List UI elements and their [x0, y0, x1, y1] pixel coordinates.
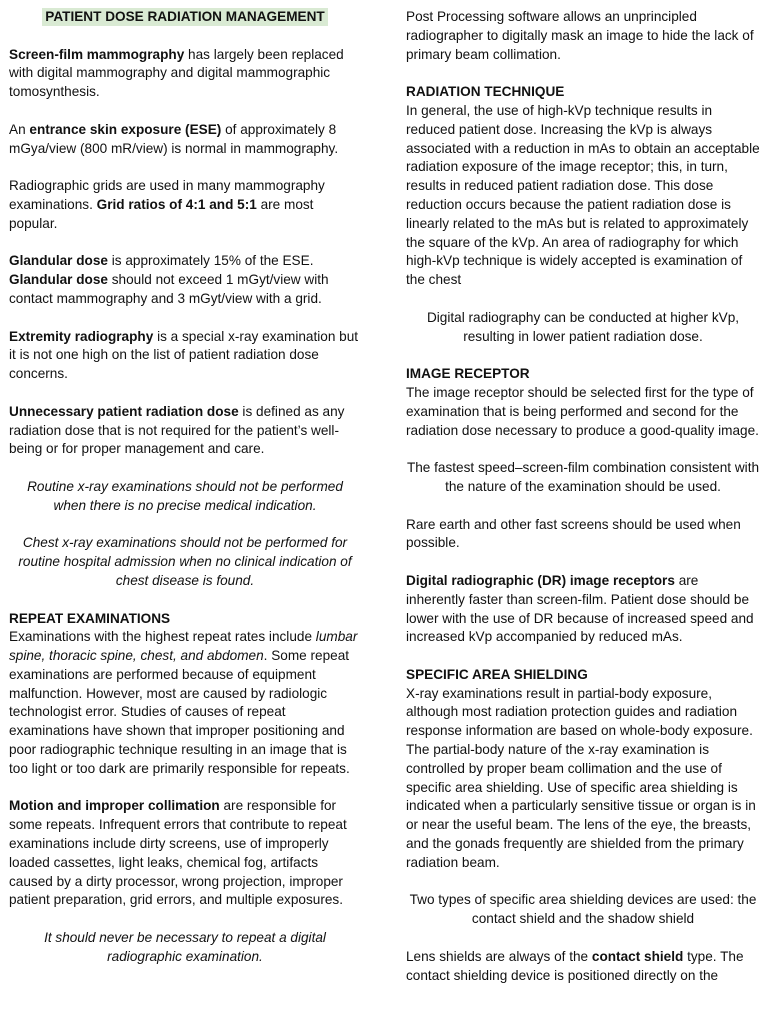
para-text: type. The contact shielding device is positioned directly on the — [406, 948, 744, 983]
title-wrap — [9, 8, 361, 27]
term-glandular-dose: Glandular dose — [9, 253, 108, 269]
para-rare-earth: Rare earth and other fast screens should be used when possible. — [406, 516, 741, 551]
para-text: of approximately 8 mGya/view (800 mR/view) is normal in mammography. — [9, 121, 339, 156]
callout-digital-repeat: It should never be necessary to repeat a digital radiographic examination. — [44, 930, 326, 964]
para-ese — [9, 121, 361, 159]
term-dr-receptors: Digital radiographic (DR) image receptors — [406, 572, 675, 588]
para-grids — [9, 177, 361, 233]
term-unnecessary-dose: Unnecessary patient radiation dose — [9, 403, 239, 419]
callout-routine-exams: Routine x-ray examinations should not be performed when there is no precise medical indication. — [27, 478, 343, 513]
para-dr-receptors — [406, 572, 760, 647]
para-text: are responsible for some repeats. Infrequent errors that contribute to repeat examinations include dirty screens, use of improperly loaded cassettes, light leaks, chemical fog, artifacts caused by a dirty processor, wrong projection, improper patient preparation, grid errors, and multiple exposures. — [9, 798, 347, 908]
left-column — [9, 0, 361, 985]
term-grid-ratios: Grid ratios of 4:1 and 5:1 — [96, 196, 257, 212]
para-text: . Some repeat examinations are performed because of equipment malfunction. However, most are caused by radiologic technologist error. Studies of causes of repeat examinations have shown that improper positioning and poor radiographic technique resulting in an image that is too light or too dark are primarily responsible for repeats. — [9, 648, 350, 776]
section-heading: RADIATION TECHNIQUE — [406, 84, 565, 100]
para-screen-film — [9, 46, 361, 102]
para-text: are inherently faster than screen-film. Patient dose should be lower with the use of DR because of increased speed and increased kVp accompanied by reduced mAs. — [406, 572, 754, 645]
section-image-receptor — [406, 365, 760, 440]
section-heading: IMAGE RECEPTOR — [406, 366, 530, 382]
para-text: In general, the use of high-kVp technique results in reduced patient dose. Increasing the kVp is always associated with a reduction in mAs to obtain an acceptable radiation exposure of the image receptor; this, in turn, results in reduced patient radiation dose. This dose reduction occurs because the patient radiation dose is linearly related to the mAs but is related to approximately the square of the kVp. An area of radiography for which high-kVp technique is widely accepted is examination of the chest — [406, 102, 760, 288]
term-screen-film: Screen-film mammography — [9, 46, 185, 62]
para-text: Radiographic grids are used in many mammography examinations. — [9, 178, 325, 212]
section-heading: REPEAT EXAMINATIONS — [9, 610, 171, 626]
para-motion — [9, 797, 361, 910]
para-text: Examinations with the highest repeat rates include — [9, 629, 316, 645]
para-extremity — [9, 328, 361, 384]
para-lens-shields — [406, 948, 760, 986]
para-post-processing: Post Processing software allows an unprincipled radiographer to digitally mask an image to hide the lack of primary beam collimation. — [406, 9, 754, 62]
para-text: should not exceed 1 mGyt/view with contact mammography and 3 mGyt/view with a grid. — [9, 272, 329, 306]
para-text: are most popular. — [9, 196, 314, 231]
term-ese: entrance skin exposure (ESE) — [29, 121, 222, 137]
para-text: is defined as any radiation dose that is not required for the patient’s well-being or for proper management and care. — [9, 403, 345, 457]
para-text: The image receptor should be selected first for the type of examination that is being performed and second for the radiation dose necessary to produce a good-quality image. — [406, 384, 759, 438]
exam-list: lumbar spine, thoracic spine, chest, and abdomen — [9, 629, 358, 664]
para-text: X-ray examinations result in partial-body exposure, although most radiation protection guides and radiation response information are based on whole-body exposure. The partial-body nature of the x-ray examination is controlled by proper beam collimation and the use of specific area shielding. Use of specific area shielding is indicated when a particularly sensitive tissue or organ is in or near the useful beam. The lens of the eye, the breasts, and the gonads frequently are shielded from the primary radiation beam. — [406, 685, 756, 870]
para-unnecessary-dose — [9, 403, 361, 459]
term-motion-collimation: Motion and improper collimation — [9, 798, 220, 814]
page-title: PATIENT DOSE RADIATION MANAGEMENT — [42, 8, 327, 26]
para-text: An — [9, 121, 30, 137]
section-heading: SPECIFIC AREA SHIELDING — [406, 666, 588, 682]
para-glandular — [9, 252, 361, 308]
section-area-shielding — [406, 666, 760, 873]
section-radiation-technique — [406, 83, 760, 290]
para-text: Lens shields are always of the — [406, 948, 592, 964]
callout-shield-types: Two types of specific area shielding devices are used: the contact shield and the shadow shield — [409, 892, 757, 927]
para-text: has largely been replaced with digital mammography and digital mammographic tomosynthesis. — [9, 46, 344, 100]
term-glandular-dose: Glandular dose — [9, 272, 108, 288]
right-column — [406, 0, 760, 1004]
term-contact-shield: contact shield — [591, 948, 684, 964]
term-extremity: Extremity radiography — [9, 328, 154, 344]
callout-fastest-speed: The fastest speed–screen-film combination consistent with the nature of the examination should be used. — [406, 460, 760, 494]
callout-chest-exams: Chest x-ray examinations should not be performed for routine hospital admission when no clinical indication of chest disease is found. — [18, 535, 352, 588]
callout-digital-kvp: Digital radiography can be conducted at higher kVp, resulting in lower patient radiation dose. — [426, 309, 740, 344]
para-text: is approximately 15% of the ESE. — [107, 253, 314, 269]
section-repeat-exams — [9, 610, 361, 779]
para-text: is a special x-ray examination but it is not one high on the list of patient radiation dose concerns. — [9, 328, 359, 382]
